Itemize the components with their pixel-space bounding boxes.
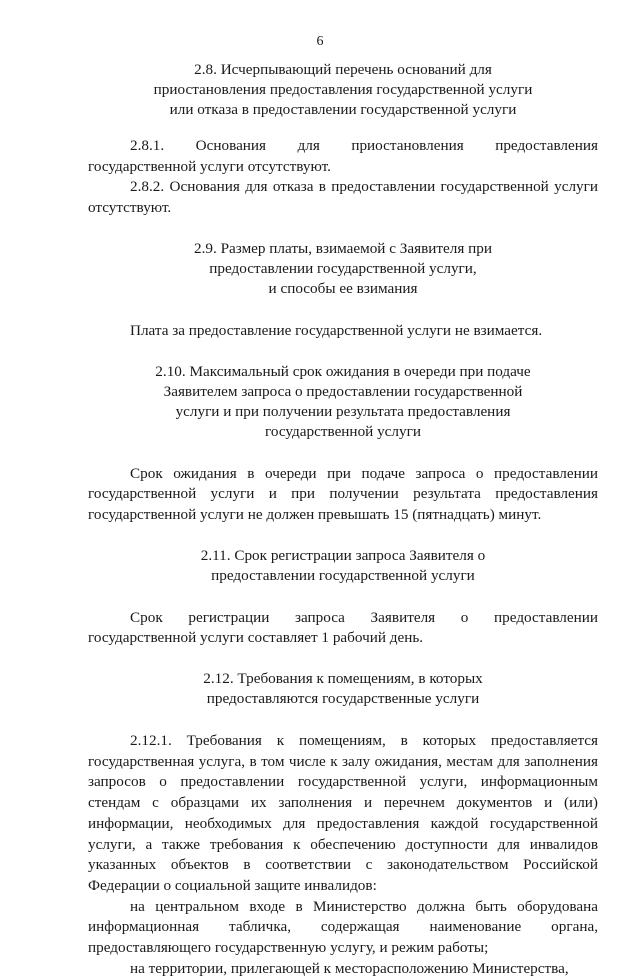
heading-line: предоставлении государственной услуги xyxy=(211,566,475,584)
heading-line: и способы ее взимания xyxy=(268,279,418,297)
heading-line: государственной услуги xyxy=(265,422,421,440)
heading-line: предоставляются государственные услуги xyxy=(206,690,480,708)
paragraph-2-8-1: 2.8.1. Основания для приостановления предоставления государственной услуги отсутствуют. xyxy=(88,137,598,175)
heading-line: Заявителем запроса о предоставлении государственной xyxy=(163,382,523,400)
paragraph-2-12-1: 2.12.1. Требования к помещениям, в которых предоставляется государственная услуга, в том числе к залу ожидания, местам для заполнения запросов о предоставлении государственной услуги, информационным стендам с образцами их заполнения и перечнем документов и (или) информации, необходимых для предоставления каждой государственной услуги, а также требования к обеспечению доступности для инвалидов указанных объектов в соответствии с законодательством Российской Федерации о социальной защите инвалидов: xyxy=(88,732,598,894)
heading-line: или отказа в предоставлении государственной услуги xyxy=(169,101,517,118)
section-heading-2-12 xyxy=(88,669,598,709)
heading-line: 2.12. Требования к помещениям, в которых xyxy=(203,670,483,688)
document-body xyxy=(88,60,598,979)
section-heading-2-10 xyxy=(88,362,598,442)
paragraph-2-12-territory: на территории, прилегающей к месторасположению Министерства, xyxy=(130,959,569,977)
section-heading-2-11 xyxy=(88,546,598,586)
heading-line: 2.8. Исчерпывающий перечень оснований для xyxy=(194,61,492,78)
heading-line: предоставлении государственной услуги, xyxy=(209,259,477,277)
page-number: 6 xyxy=(316,34,324,49)
section-heading-2-9 xyxy=(88,239,598,299)
paragraph-2-11-registration: Срок регистрации запроса Заявителя о предоставлении государственной услуги составляет 1 рабочий день. xyxy=(88,608,598,647)
paragraph-2-8-2: 2.8.2. Основания для отказа в предоставлении государственной услуги отсутствуют. xyxy=(88,178,598,217)
heading-line: 2.10. Максимальный срок ожидания в очереди при подаче xyxy=(155,362,531,380)
heading-line: 2.9. Размер платы, взимаемой с Заявителя при xyxy=(194,239,492,257)
paragraph-2-10-wait: Срок ожидания в очереди при подаче запроса о предоставлении государственной услуги и при получении результата предоставления государственной услуги не должен превышать 15 (пятнадцать) минут. xyxy=(88,464,598,523)
heading-line: услуги и при получении результата предоставления xyxy=(175,402,511,420)
heading-line: приостановления предоставления государственной услуги xyxy=(153,81,533,98)
paragraph-2-9-fee: Плата за предоставление государственной услуги не взимается. xyxy=(130,321,543,339)
section-heading-2-8 xyxy=(88,60,598,120)
heading-line: 2.11. Срок регистрации запроса Заявителя о xyxy=(200,546,486,564)
paragraph-2-12-entrance: на центральном входе в Министерство должна быть оборудована информационная табличка, содержащая наименование органа, предоставляющего государственную услугу, и режим работы; xyxy=(88,897,598,957)
